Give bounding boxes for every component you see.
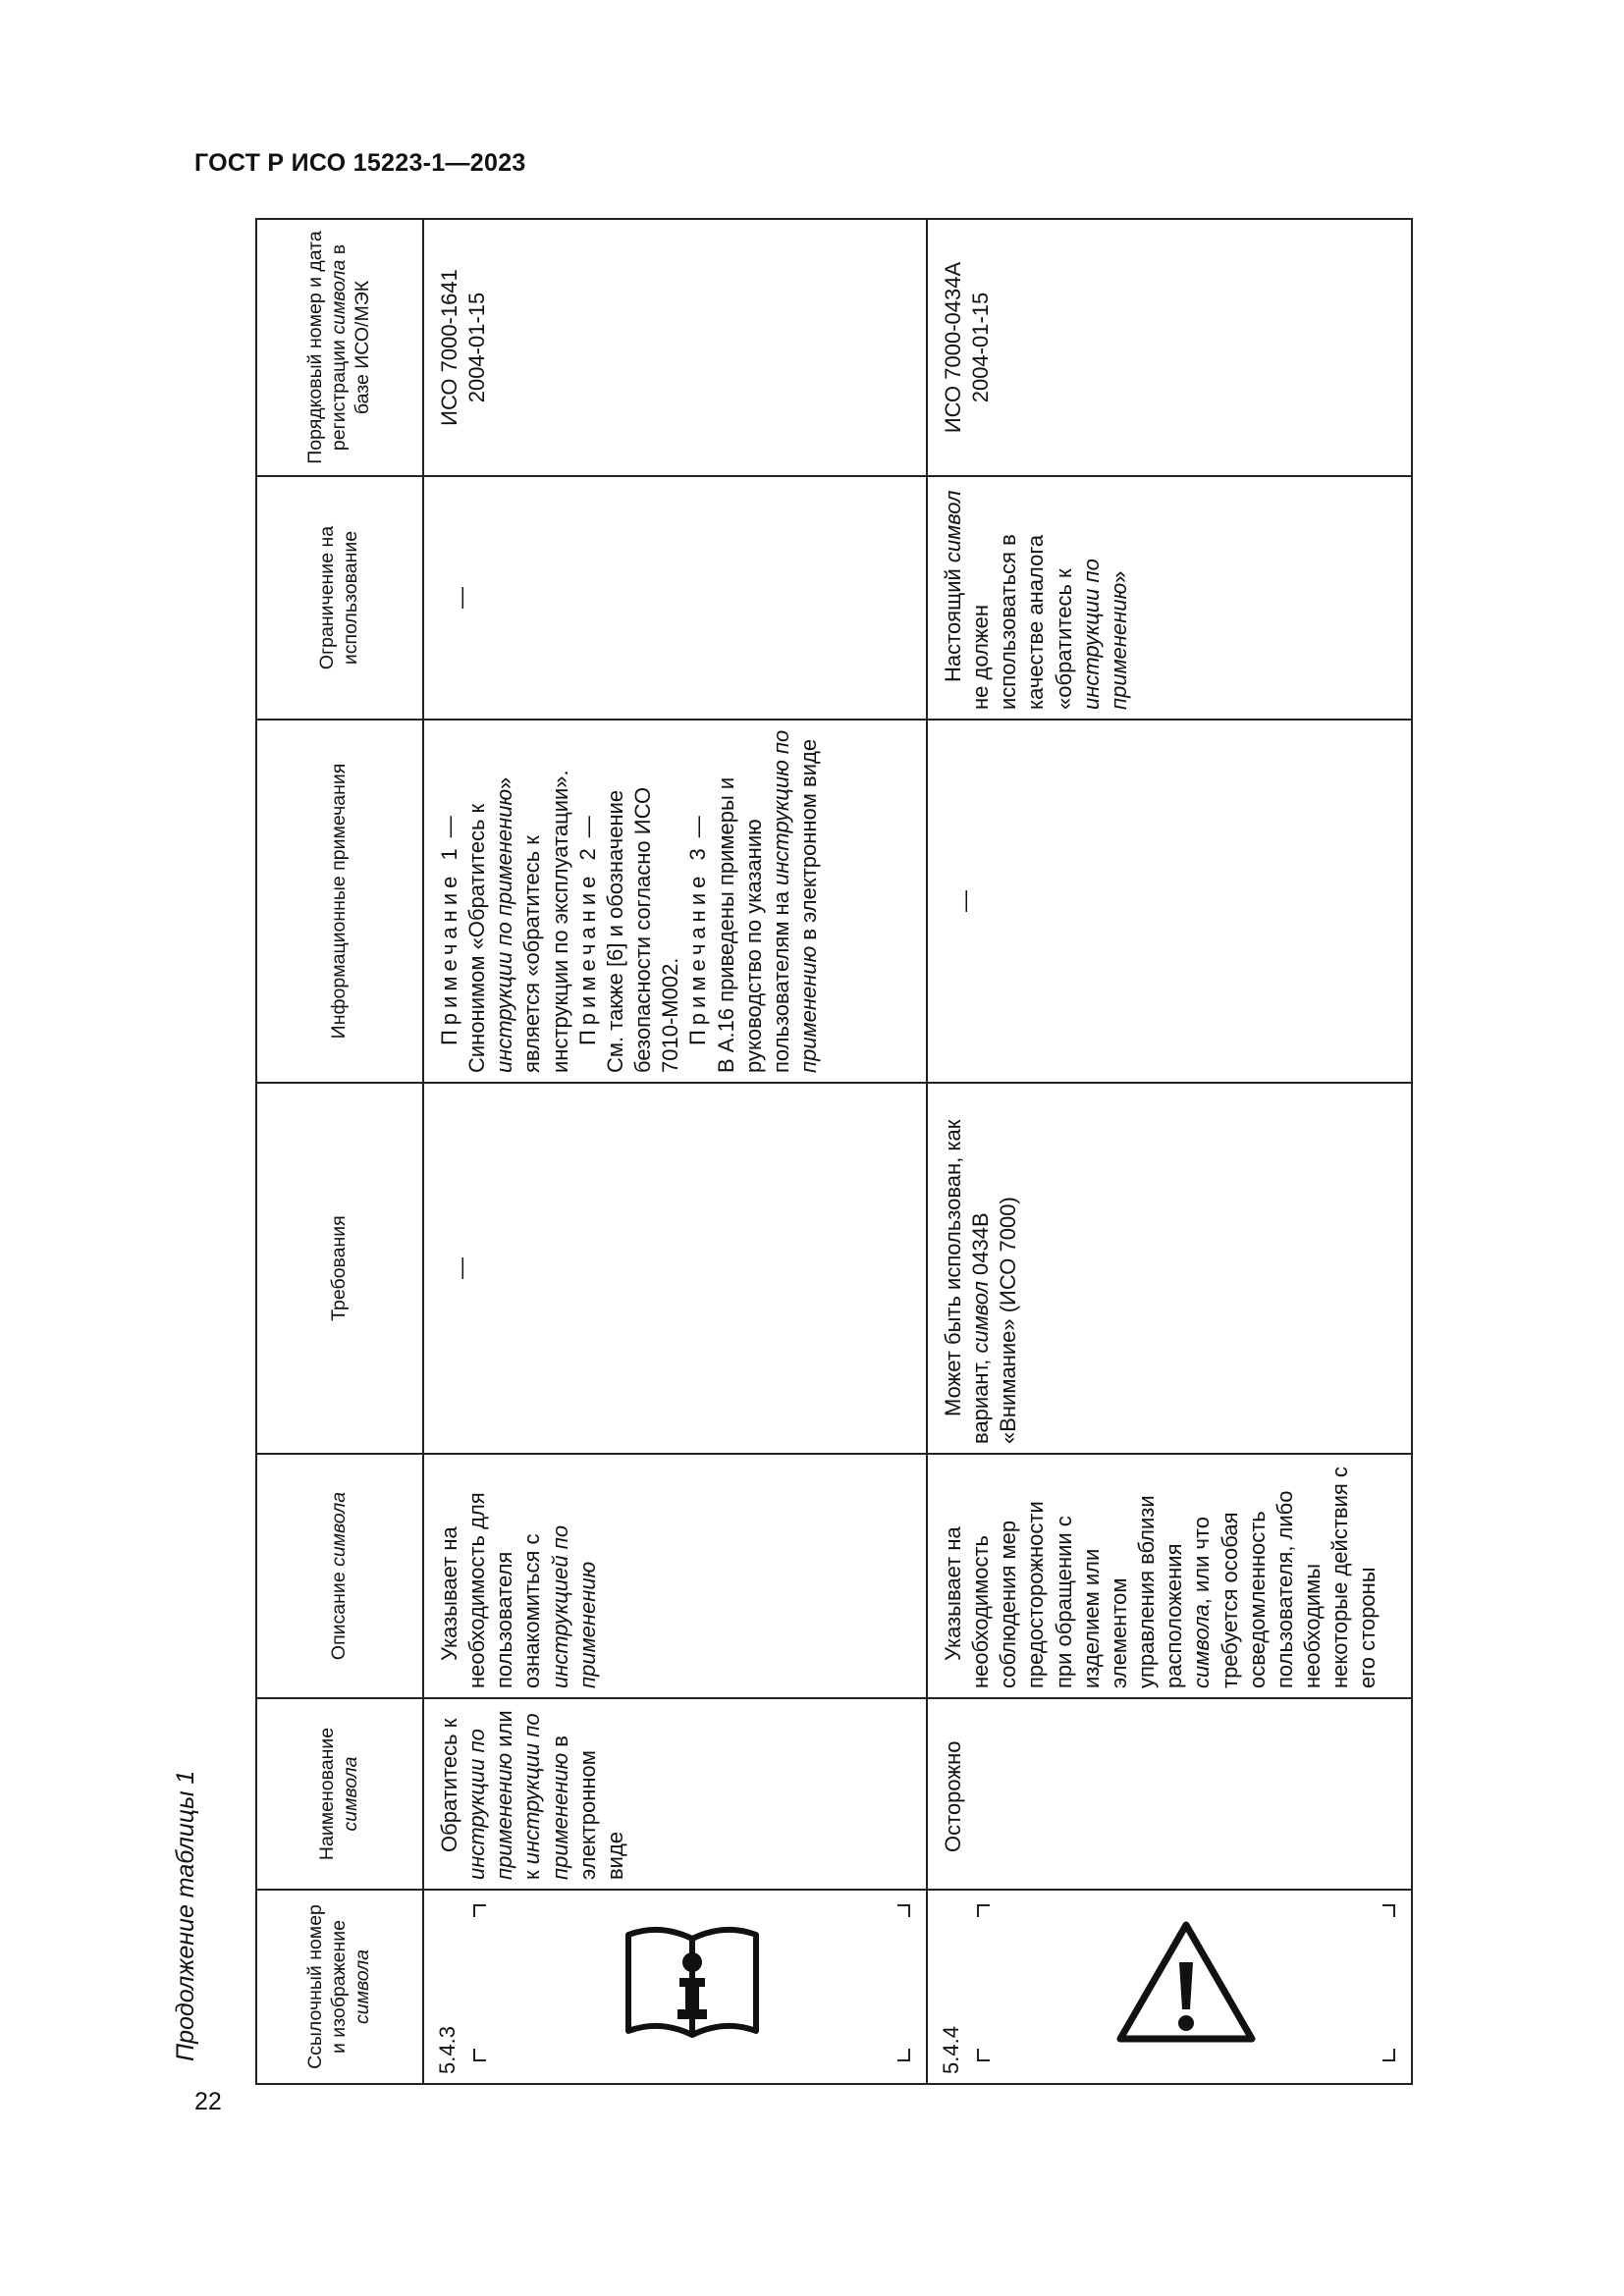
caution-warning-triangle-icon [1112, 1917, 1260, 2049]
col-header-desc: Описание символа [256, 1454, 423, 1698]
desc-cell: Указывает на необходимость для пользователя ознакомиться с инструкцией по применению [423, 1454, 927, 1698]
symbols-table [255, 218, 1413, 2085]
symbol-frame [473, 1904, 910, 2061]
info-notes-cell: — [927, 720, 1412, 1083]
ref-number: 5.4.3 [435, 2026, 460, 2074]
registration-cell: ИСО 7000-0434А 2004-01-15 [927, 219, 1412, 476]
document-header: ГОСТ Р ИСО 15223-1—2023 [194, 149, 526, 177]
table-header-row [256, 219, 423, 2084]
requirements-cell: Может быть использован, как вариант, символ 0434В «Внимание» (ИСО 7000) [927, 1083, 1412, 1454]
table-row [927, 219, 1412, 2084]
name-cell: Осторожно [927, 1698, 1412, 1890]
registration-cell: ИСО 7000-1641 2004-01-15 [423, 219, 927, 476]
col-header-requirements: Требования [256, 1083, 423, 1454]
restrictions-cell: — [423, 476, 927, 720]
page-number: 22 [194, 2088, 222, 2115]
restrictions-cell: Настоящий символ не должен использоваться в качестве аналога «обратитесь к инструкции по применению» [927, 476, 1412, 720]
table-continuation-label: Продолжение таблицы 1 [172, 1770, 199, 2061]
col-header-info-notes: Информационные примечания [256, 720, 423, 1083]
col-header-restrictions: Ограничение на использование [256, 476, 423, 720]
ref-cell [423, 1890, 927, 2084]
desc-cell: Указывает на необходимость соблюдения мер предосторожности при обращении с изделием или элементом управления вблизи расположения символа, или что требуется особая осведомленность пользователя, либо необходимы некоторые действия с его стороны [927, 1454, 1412, 1698]
note-2: Примечание 2 — [574, 816, 600, 1045]
col-header-registration: Порядковый номер и дата регистрации символа в базе ИСО/МЭК [256, 219, 423, 476]
table-row [423, 219, 927, 2084]
consult-instructions-icon [619, 1921, 766, 2045]
note-3: Примечание 3 — [685, 816, 711, 1045]
col-header-name: Наименование символа [256, 1698, 423, 1890]
info-notes-cell: Примечание 1 — Синонимом «Обратитесь к инструкции по применению» является «обратитесь к инструкции по эксплуатации». Примечание 2 — См. также [6] и обозначение безопасности согласно ИСО 7010-M002. Примечание 3 — В А.16 приведены примеры и руководство по указанию пользователям на инструкцию по применению в электронном виде [423, 720, 927, 1083]
name-cell: Обратитесь к инструкции по применению или к инструкции по применению в электронном виде [423, 1698, 927, 1890]
ref-cell [927, 1890, 1412, 2084]
col-header-ref: Ссылочный номер и изображение символа [256, 1890, 423, 2084]
symbol-frame [977, 1904, 1395, 2061]
note-1: Примечание 1 — [437, 816, 461, 1045]
requirements-cell: — [423, 1083, 927, 1454]
ref-number: 5.4.4 [939, 2026, 963, 2074]
